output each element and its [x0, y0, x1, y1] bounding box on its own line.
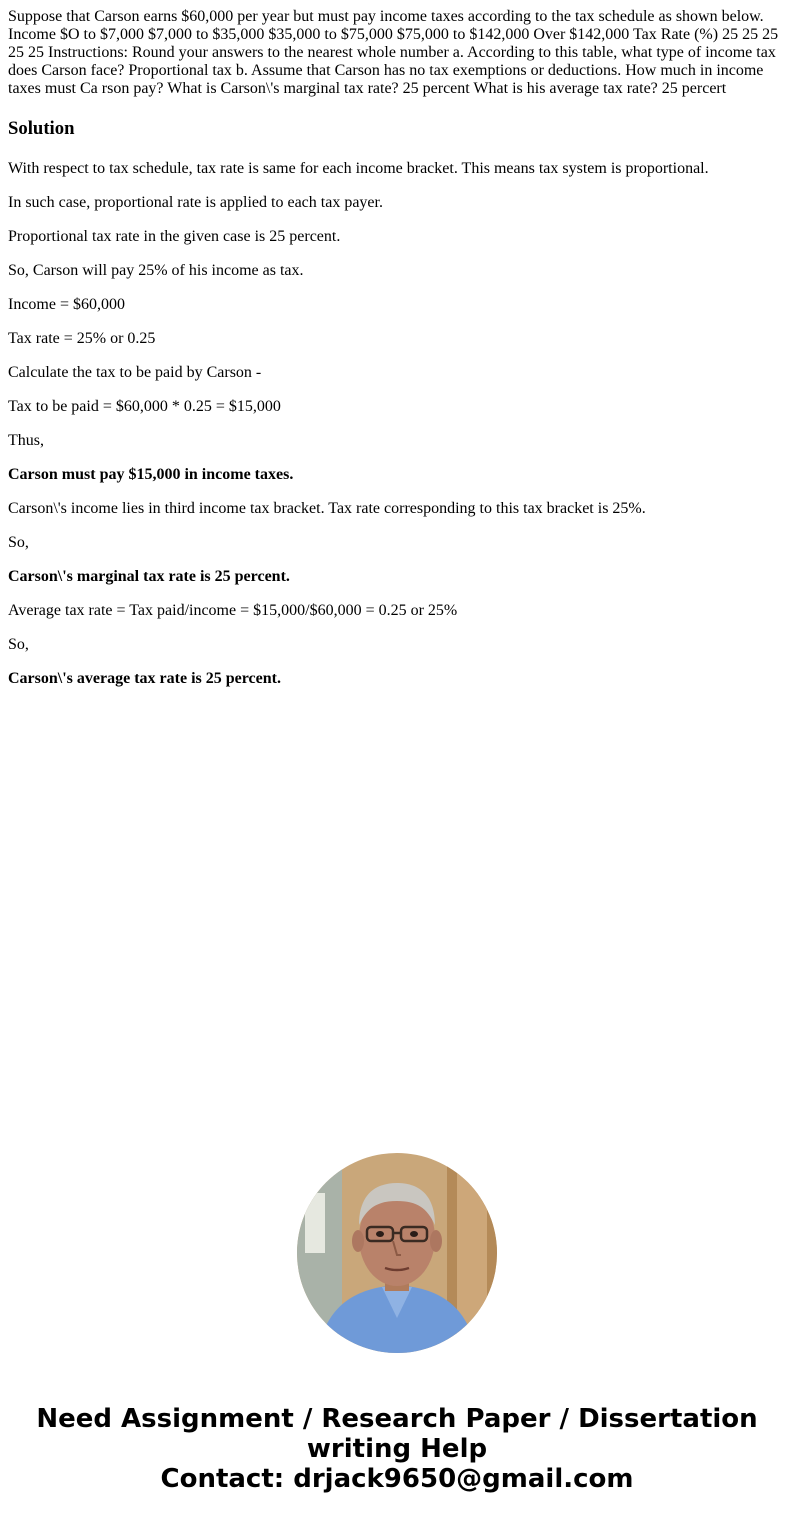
solution-paragraph: Proportional tax rate in the given case is 25 percent.: [8, 228, 341, 245]
solution-paragraph: Carson\'s income lies in third income tax bracket. Tax rate corresponding to this tax bracket is 25%.: [8, 500, 646, 517]
solution-paragraph: So,: [8, 636, 29, 653]
document-body: [8, 8, 786, 704]
solution-paragraph: Average tax rate = Tax paid/income = $15,000/$60,000 = 0.25 or 25%: [8, 602, 458, 619]
solution-paragraph: With respect to tax schedule, tax rate is same for each income bracket. This means tax system is proportional.: [8, 160, 709, 177]
solution-paragraph: Income = $60,000: [8, 296, 125, 313]
banner-line-1: Need Assignment / Research Paper / Dissertation: [36, 1404, 758, 1434]
contact-email: Contact: drjack9650@gmail.com: [160, 1464, 634, 1494]
answer-marginal-rate: Carson\'s marginal tax rate is 25 percent.: [8, 568, 290, 585]
solution-heading: Solution: [8, 118, 75, 139]
solution-paragraph: Thus,: [8, 432, 44, 449]
solution-paragraph: In such case, proportional rate is applied to each tax payer.: [8, 194, 383, 211]
solution-paragraph: So, Carson will pay 25% of his income as tax.: [8, 262, 304, 279]
solution-paragraph: Tax to be paid = $60,000 * 0.25 = $15,000: [8, 398, 281, 415]
solution-paragraph: Tax rate = 25% or 0.25: [8, 330, 156, 347]
question-text: Suppose that Carson earns $60,000 per year but must pay income taxes according to the tax schedule as shown below. Income $O to $7,000 $7,000 to $35,000 $35,000 to $75,000 $75,000 to $142,000 Over $142,000 Tax Rate (%) 25 25 25 25 25 Instructions: Round your answers to the nearest whole number a. According to this table, what type of income tax does Carson face? Proportional tax b. Assume that Carson has no tax exemptions or deductions. How much in income taxes must Ca rson pay? What is Carson\'s marginal tax rate? 25 percent What is his average tax rate? 25 percert: [8, 8, 779, 97]
answer-average-rate: Carson\'s average tax rate is 25 percent.: [8, 670, 281, 687]
solution-paragraph: So,: [8, 534, 29, 551]
avatar: [297, 1153, 497, 1353]
solution-paragraph: Calculate the tax to be paid by Carson -: [8, 364, 262, 381]
banner-line-2: writing Help: [306, 1434, 488, 1464]
contact-banner: [0, 1404, 794, 1494]
avatar-portrait: [297, 1153, 497, 1353]
answer-total-tax: Carson must pay $15,000 in income taxes.: [8, 466, 294, 483]
